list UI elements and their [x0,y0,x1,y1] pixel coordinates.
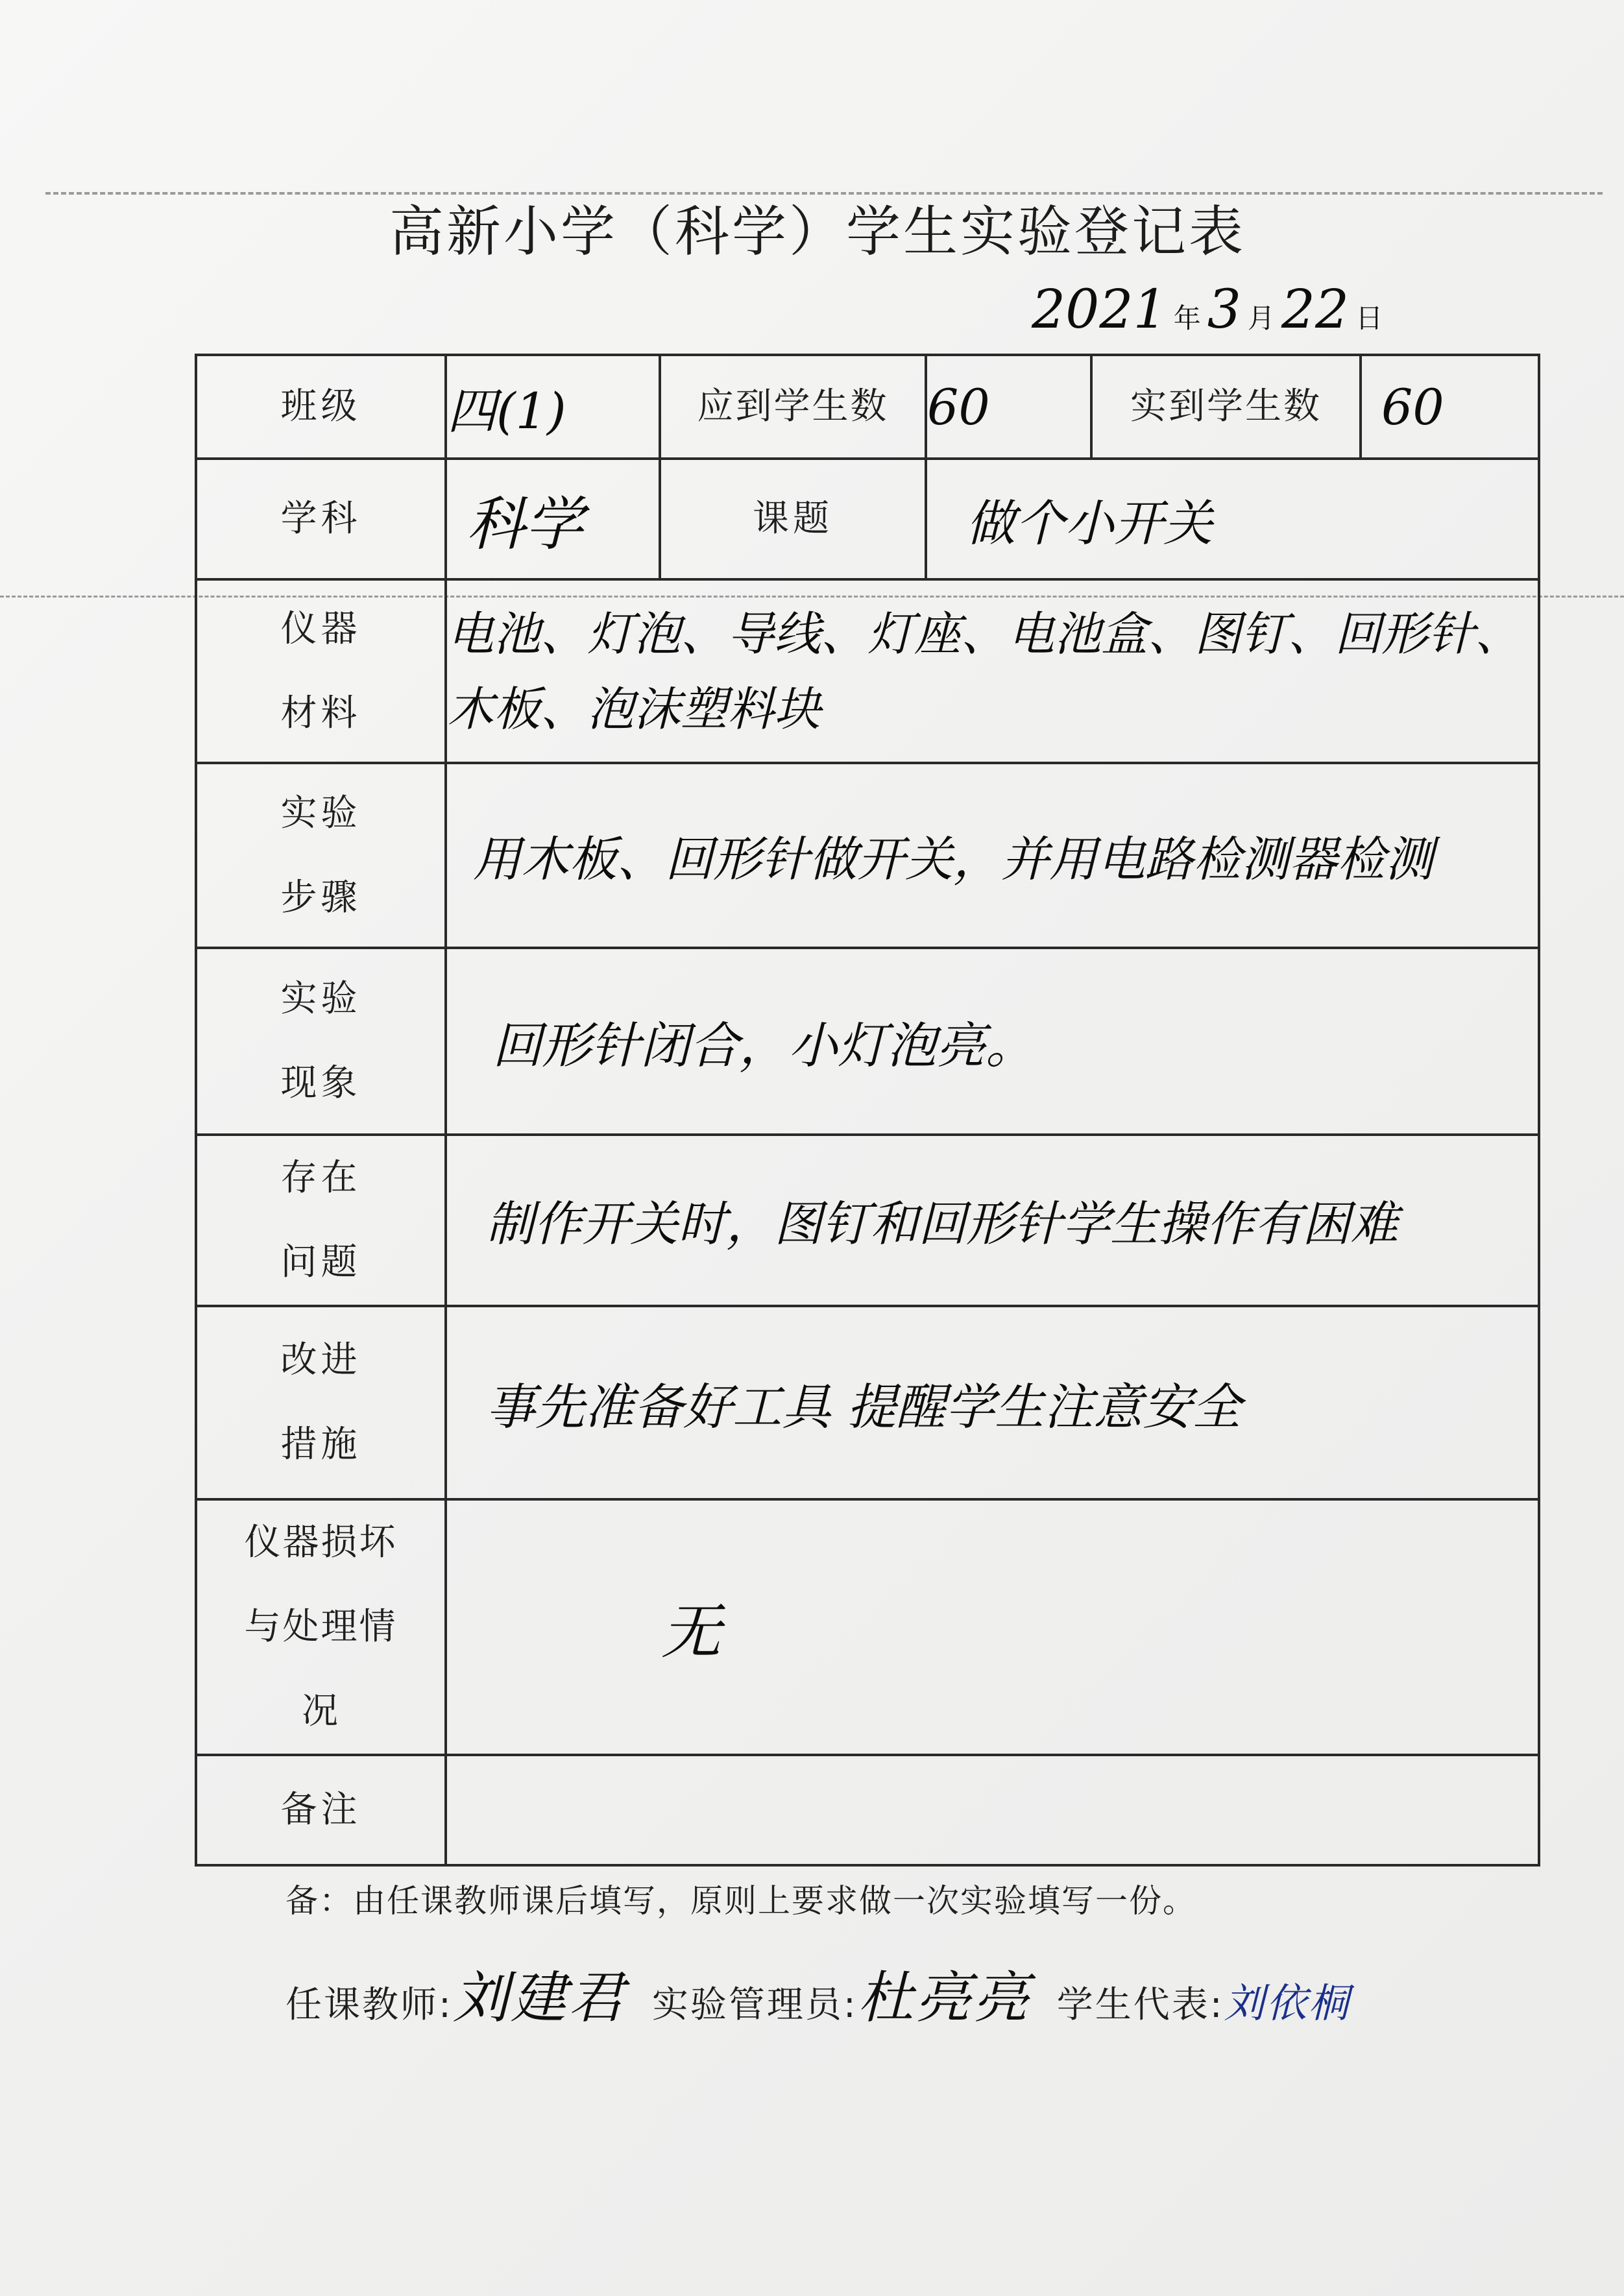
row-remarks [196,1755,1539,1865]
damage-label-line3: 况 [302,1690,340,1732]
problems-label [196,1135,446,1306]
subject-label: 学科 [196,459,446,579]
teacher-label: 任课教师: [285,1984,453,2026]
problems-label-line2: 问题 [280,1241,361,1283]
topic-value: 做个小开关 [926,459,1539,579]
student-label: 学生代表: [1056,1984,1224,2026]
steps-label-line2: 步骤 [280,876,361,919]
date-day-unit: 日 [1355,302,1383,334]
row-damage [196,1499,1539,1755]
expected-label: 应到学生数 [660,355,926,459]
row-class-counts [196,355,1539,459]
equipment-label-line2: 材料 [280,692,361,734]
footnote: 备：由任课教师课后填写，原则上要求做一次实验填写一份。 [285,1882,1196,1920]
remarks-label: 备注 [196,1755,446,1865]
class-label: 班级 [196,355,446,459]
steps-label [196,763,446,948]
problems-label-line1: 存在 [280,1157,361,1199]
row-phenomenon [196,948,1539,1135]
expected-value: 60 [926,355,1091,459]
row-problems [196,1135,1539,1306]
form-title: 高新小学（科学）学生实验登记表 [389,200,1246,263]
improvements-label [196,1306,446,1499]
topic-label: 课题 [660,459,926,579]
phenomenon-value: 回形针闭合，小灯泡亮。 [446,948,1539,1135]
damage-value: 无 [446,1499,1539,1755]
date-day: 22 [1281,279,1350,341]
teacher-signature: 刘建君 [452,1966,626,2031]
remarks-value [446,1755,1539,1865]
admin-signature: 杜亮亮 [857,1966,1031,2031]
row-improvements [196,1306,1539,1499]
phenomenon-label [196,948,446,1135]
class-value: 四(1) [446,355,660,459]
row-subject-topic [196,459,1539,579]
equipment-label-line1: 仪器 [280,607,361,650]
actual-label: 实到学生数 [1091,355,1361,459]
admin-label: 实验管理员: [651,1984,858,2026]
registration-table [195,354,1540,1867]
steps-value: 用木板、回形针做开关，并用电路检测器检测 [446,763,1539,948]
date-month: 3 [1207,279,1241,341]
row-equipment [196,579,1539,763]
subject-value: 科学 [446,459,660,579]
problems-value: 制作开关时，图钉和回形针学生操作有困难 [446,1135,1539,1306]
student-signature: 刘依桐 [1224,1979,1351,2027]
date-month-unit: 月 [1247,302,1275,334]
equipment-label [196,579,446,763]
phenomenon-label-line1: 实验 [280,978,361,1020]
phenomenon-label-line2: 现象 [280,1062,361,1104]
improvements-label-line1: 改进 [280,1339,361,1381]
improvements-label-line2: 措施 [280,1423,361,1466]
date-year: 2021 [1032,279,1167,341]
improvements-value: 事先准备好工具 提醒学生注意安全 [446,1306,1539,1499]
signature-row [285,1953,1377,2033]
damage-label-line2: 与处理情 [244,1606,398,1648]
actual-value: 60 [1361,355,1539,459]
equipment-value: 电池、灯泡、导线、灯座、电池盒、图钉、回形针、木板、泡沫塑料块 [446,579,1539,763]
damage-label-line1: 仪器损坏 [244,1521,398,1564]
date-line [1032,279,1389,341]
row-steps [196,763,1539,948]
damage-label [196,1499,446,1755]
steps-label-line1: 实验 [280,792,361,834]
date-year-unit: 年 [1173,302,1201,334]
